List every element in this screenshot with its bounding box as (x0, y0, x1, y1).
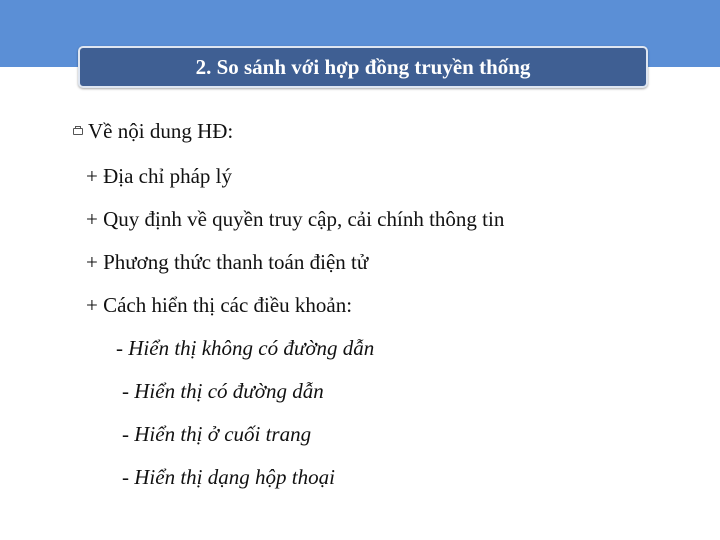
list-item: + Phương thức thanh toán điện tử (86, 250, 369, 274)
sub-list-item: - Hiển thị không có đường dẫn (116, 336, 375, 360)
sub-list-item: - Hiển thị dạng hộp thoại (122, 465, 335, 489)
sub-list-item: - Hiển thị có đường dẫn (122, 379, 324, 403)
list-item: + Cách hiển thị các điều khoản: (86, 293, 353, 317)
list-item: + Quy định về quyền truy cập, cải chính thông tin (86, 207, 505, 231)
heading-row (72, 119, 233, 144)
sub-list-item: - Hiển thị ở cuối trang (122, 422, 312, 446)
list-item: + Địa chỉ pháp lý (86, 164, 232, 188)
folder-bullet-icon (72, 126, 86, 138)
slide-title: 2. So sánh với hợp đồng truyền thống (195, 54, 531, 79)
content-heading: Về nội dung HĐ: (88, 119, 234, 143)
